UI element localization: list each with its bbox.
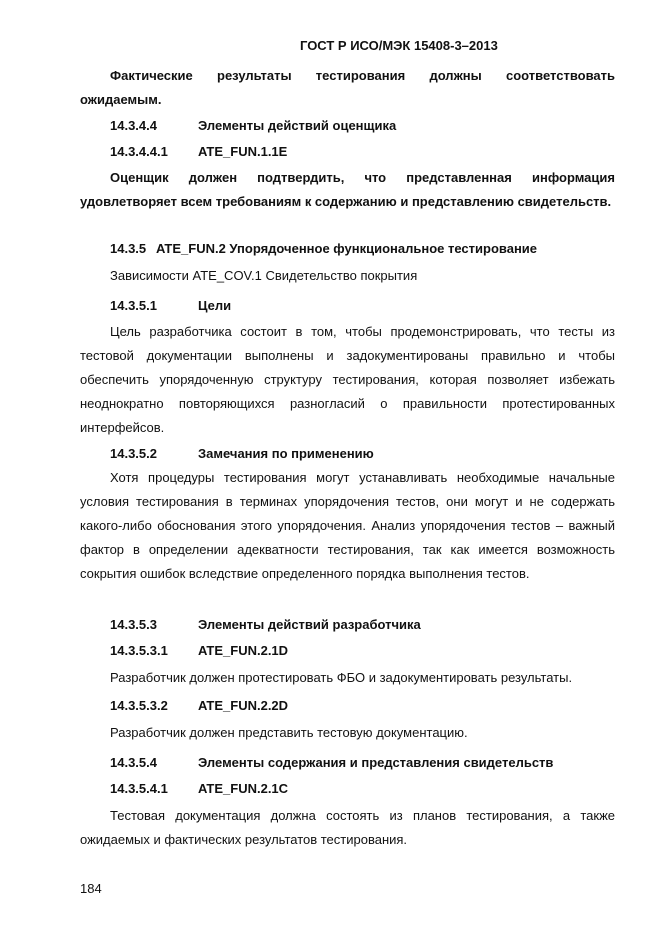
section-number: 14.3.4.4.1 <box>110 144 168 159</box>
section-14-3-5-1 <box>110 298 231 313</box>
section-title: ATE_FUN.2.1D <box>198 643 289 658</box>
section-14-3-5-4-1 <box>110 781 288 796</box>
dependencies-line: Зависимости ATE_COV.1 Свидетельство покрытия <box>110 268 418 283</box>
section-14-3-5-3-2 <box>110 698 288 713</box>
section-title: ATE_FUN.2.2D <box>198 698 289 713</box>
section-number: 14.3.5.4 <box>110 755 157 770</box>
section-title: Цели <box>198 298 232 313</box>
paragraph-developer-test: Разработчик должен протестировать ФБО и задокументировать результаты. <box>110 670 573 685</box>
section-number: 14.3.5.3.1 <box>110 643 168 658</box>
section-number: 14.3.4.4 <box>110 118 157 133</box>
section-number: 14.3.5.4.1 <box>110 781 168 796</box>
section-14-3-4-4-1 <box>110 144 287 159</box>
section-title: Замечания по применению <box>198 446 374 461</box>
section-title: Элементы действий оценщика <box>198 118 397 133</box>
section-number: 14.3.5 <box>110 241 147 256</box>
section-title: ATE_FUN.2 Упорядоченное функциональное тестирование <box>156 241 538 256</box>
section-title: Элементы содержания и представления свидетельств <box>198 755 554 770</box>
paragraph-developer-docs: Разработчик должен представить тестовую документацию. <box>110 725 468 740</box>
section-14-3-5-3-1 <box>110 643 288 658</box>
section-14-3-5-4 <box>110 755 553 770</box>
section-title: Элементы действий разработчика <box>198 617 421 632</box>
section-14-3-5 <box>110 241 537 256</box>
paragraph-expected-results: Фактические результаты тестирования должны соответствовать ожидаемым. <box>80 68 615 107</box>
section-title: ATE_FUN.2.1C <box>198 781 289 796</box>
section-number: 14.3.5.3 <box>110 617 157 632</box>
paragraph-application-notes: Хотя процедуры тестирования могут устанавливать необходимые начальные условия тестирования в терминах упорядочения тестов, они могут и не содержать какого-либо обоснования этого упорядочения. Анализ упорядочения тестов – важный фактор в определении адекватности тестирования, так как имеется возможность сокрытия ошибок вследствие определенного порядка выполнения тестов. <box>80 470 615 581</box>
running-header: ГОСТ Р ИСО/МЭК 15408-3–2013 <box>300 38 498 53</box>
section-title: ATE_FUN.1.1E <box>198 144 288 159</box>
section-number: 14.3.5.2 <box>110 446 157 461</box>
paragraph-test-documentation: Тестовая документация должна состоять из планов тестирования, а также ожидаемых и фактических результатов тестирования. <box>80 808 615 847</box>
page-number: 184 <box>80 881 102 896</box>
section-14-3-5-2 <box>110 446 374 461</box>
paragraph-evaluator: Оценщик должен подтвердить, что представленная информация удовлетворяет всем требованиям к содержанию и представлению свидетельств. <box>80 170 615 209</box>
section-number: 14.3.5.3.2 <box>110 698 168 713</box>
section-number: 14.3.5.1 <box>110 298 157 313</box>
section-14-3-5-3 <box>110 617 421 632</box>
section-14-3-4-4 <box>110 118 396 133</box>
paragraph-objectives: Цель разработчика состоит в том, чтобы продемонстрировать, что тесты из тестовой документации выполнены и задокументированы правильно и чтобы обеспечить упорядоченную структуру тестирования, которая позволяет избежать неоднократно повторяющихся разногласий о правильности протестированных интерфейсов. <box>80 324 615 435</box>
